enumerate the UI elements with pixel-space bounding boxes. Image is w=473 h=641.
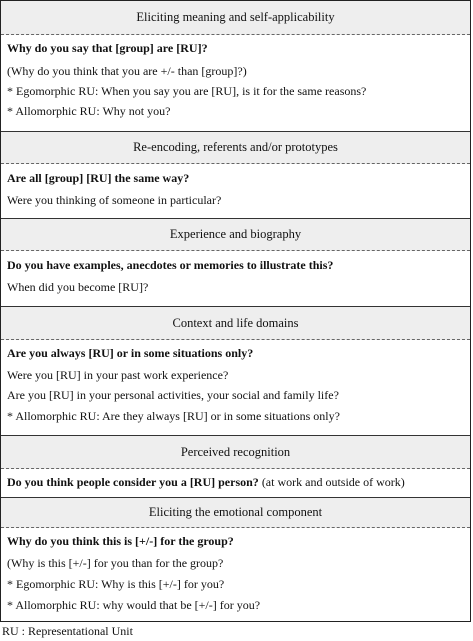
question-line: (Why is this [+/-] for you than for the group? <box>7 556 224 570</box>
question-line: Why do you think this is [+/-] for the group? <box>7 534 234 548</box>
question-line: Are you [RU] in your personal activities, your social and family life? <box>7 388 339 402</box>
section-title: Context and life domains <box>172 315 299 330</box>
question-line: Were you thinking of someone in particular? <box>7 193 222 207</box>
question-line: * Allomorphic RU: why would that be [+/-] for you? <box>7 598 261 612</box>
section-header <box>1 436 470 469</box>
question-line: Are all [group] [RU] the same way? <box>7 171 190 185</box>
question-line: Why do you say that [group] are [RU]? <box>7 41 208 55</box>
section-header <box>1 132 470 164</box>
question-line: * Allomorphic RU: Are they always [RU] or in some situations only? <box>7 409 340 423</box>
footnote: RU : Representational Unit <box>2 624 133 638</box>
question-line: (Why do you think that you are +/- than [group]?) <box>7 64 247 78</box>
section-title: Re-encoding, referents and/or prototypes <box>133 140 338 154</box>
section-header <box>1 1 470 35</box>
question-line: * Egomorphic RU: Why is this [+/-] for you? <box>7 577 225 591</box>
section-title: Experience and biography <box>169 227 302 241</box>
question-line: Do you think people consider you a [RU] person? (at work and outside of work) <box>7 475 405 489</box>
section-title: Perceived recognition <box>180 444 291 459</box>
question-line: When did you become [RU]? <box>7 280 149 294</box>
question-line: * Egomorphic RU: When you say you are [RU], is it for the same reasons? <box>7 84 367 98</box>
question-line: Are you always [RU] or in some situations only? <box>7 346 254 360</box>
question-line: * Allomorphic RU: Why not you? <box>7 104 171 118</box>
section-header <box>1 498 470 528</box>
section-header <box>1 219 470 251</box>
section-title: Eliciting meaning and self-applicability <box>136 10 335 24</box>
question-line: Do you have examples, anecdotes or memories to illustrate this? <box>7 258 334 272</box>
question-line: Were you [RU] in your past work experience? <box>7 368 229 382</box>
section-header <box>1 307 470 340</box>
section-title: Eliciting the emotional component <box>148 505 323 519</box>
